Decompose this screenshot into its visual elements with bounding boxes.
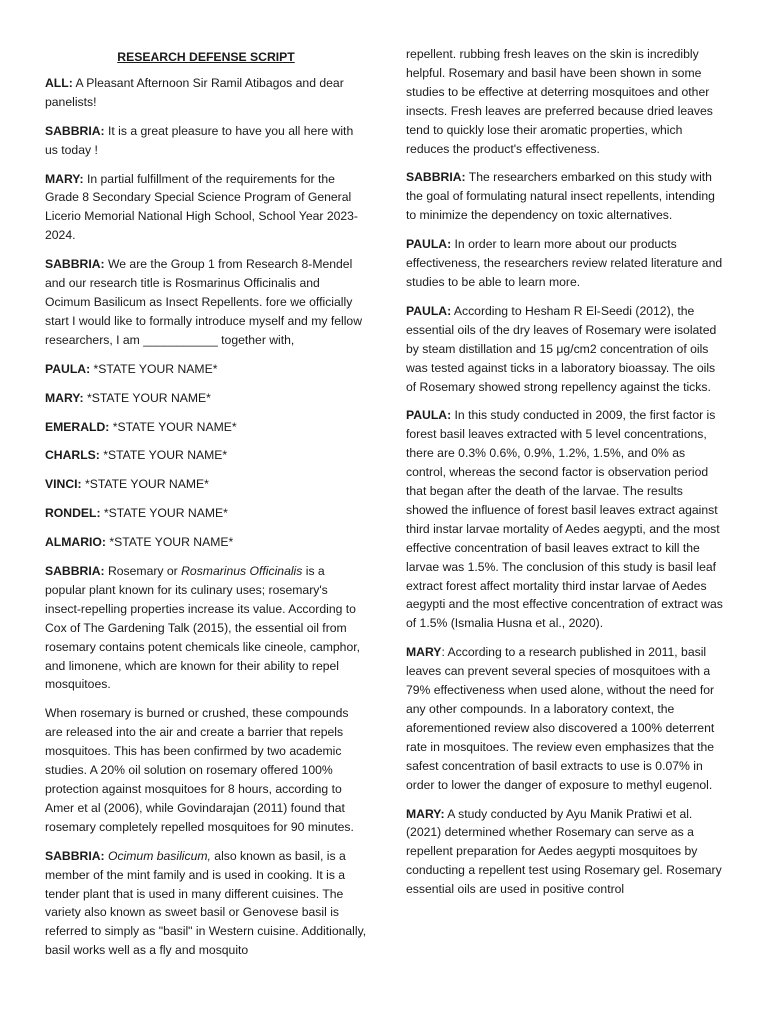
speaker-label: PAULA: [45,361,91,376]
paragraph-text: *STATE YOUR NAME* [100,506,228,521]
speaker-label: MARY: [45,171,84,186]
paragraph-prefix: Rosemary or [104,564,182,579]
speaker-label: ALMARIO: [45,535,106,550]
paragraph-text: repellent. rubbing fresh leaves on the skin is incredibly helpful. Rosemary and basil have been shown in some studies to be effective at deterring mosquitoes and other insects. Fresh leaves are preferred because dried leaves tend to quickly lose their aromatic properties, which reduces the product's effectiveness. [406,47,713,156]
paragraph-text: The researchers embarked on this study with the goal of formulating natural insect repellents, intending to minimize the dependency on toxic alternatives. [406,170,715,223]
paragraph [45,562,367,694]
speaker-label: VINCI: [45,477,82,492]
paragraph [406,406,724,633]
right-column [406,45,724,909]
paragraph [406,302,724,397]
speaker-label: SABBRIA: [45,564,105,579]
paragraph-text: *STATE YOUR NAME* [105,535,234,550]
paragraph [45,255,367,350]
paragraph [406,805,724,900]
speaker-label: SABBRIA: [45,257,105,272]
paragraph [406,643,724,794]
paragraph [45,533,367,552]
speaker-label: ALL: [45,75,73,90]
paragraph [406,45,724,158]
paragraph [45,418,367,437]
paragraph [45,360,367,379]
speaker-label: EMERALD: [45,419,110,434]
paragraph [45,170,367,246]
paragraph [406,235,724,292]
speaker-label: PAULA: [406,237,452,252]
paragraph-text: According to Hesham R El-Seedi (2012), the essential oils of the dry leaves of Rosemary were isolated by steam distillation and 15 μg/cm2 concentration of oils was tested against ticks in a laboratory bioassay. The oils of Rosemary showed strong repellency against the ticks. [406,303,717,394]
paragraph-text: It is a great pleasure to have you all here with us today ! [45,123,354,157]
paragraph-text: We are the Group 1 from Research 8-Mendel and our research title is Rosmarinus Officinalis and Ocimum Basilicum as Insect Repellents. fore we officially start I would like to formally introduce myself and my fellow researchers, I am ___________ together with, [45,257,362,347]
speaker-label: MARY: [45,390,84,405]
paragraph-text: *STATE YOUR NAME* [90,361,218,376]
paragraph-text: also known as basil, is a member of the mint family and is used in cooking. It is a tender plant that is used in many different cuisines. The variety also known as sweet basil or Genovese basil is referred to simply as "basil" in Western cuisine. Additionally, basil works well as a fly and mosquito [45,848,367,958]
paragraph [45,847,367,960]
paragraph-text: *STATE YOUR NAME* [81,477,209,492]
speaker-label: SABBRIA: [45,123,105,138]
paragraph-text: A Pleasant Afternoon Sir Ramil Atibagos and dear panelists! [45,75,344,109]
left-column [45,48,367,970]
paragraph [45,504,367,523]
paragraph-text: is a popular plant known for its culinary uses; rosemary's insect-repelling properties increase its value. According to Cox of The Gardening Talk (2015), the essential oil from rosemary contains potent chemicals like cineole, camphor, and limonene, which are known for their ability to repel mosquitoes. [45,564,360,692]
paragraph [45,704,367,836]
italic-term: Ocimum basilicum, [107,848,211,863]
speaker-label: RONDEL: [45,506,101,521]
speaker-label: MARY: [406,806,445,821]
paragraph [406,168,724,225]
speaker-label: PAULA: [406,408,452,423]
paragraph-text: In order to learn more about our products effectiveness, the researchers review related literature and studies to be able to learn more. [406,237,723,289]
paragraph-text: *STATE YOUR NAME* [99,448,228,463]
paragraph [45,389,367,408]
speaker-label: SABBRIA: [45,848,105,863]
paragraph-text: In partial fulfillment of the requirements for the Grade 8 Secondary Special Science Program of General Licerio Memorial National High School, School Year 2023-2024. [45,171,358,243]
paragraph-text: *STATE YOUR NAME* [109,419,237,434]
paragraph-text: When rosemary is burned or crushed, these compounds are released into the air and create a barrier that repels mosquitoes. This has been confirmed by two academic studies. A 20% oil solution on rosemary offered 100% protection against mosquitoes for 8 hours, according to Amer et al (2006), while Govindarajan (2011) found that rosemary completely repelled mosquitoes for 90 minutes. [45,706,354,834]
italic-term: Rosmarinus Officinalis [181,564,303,579]
paragraph-text: In this study conducted in 2009, the first factor is forest basil leaves extracted with 5 level concentrations, there are 0.3% 0.6%, 0.9%, 1.2%, 1.5%, and 0% as control, whereas the second factor is observation period that began after the death of the larvae. The results showed the influence of forest basil leaves extract against third instar larvae mortality of Aedes aegypti, and the most effective concentration of basil leaves extract to kill the larvae was 1.5%. The conclusion of this study is basil leaf extract forest affect mortality third instar larvae of Aedes aegypti and the most effective concentration of extract was of 1.5% (Ismalia Husna et al., 2020). [406,408,723,631]
paragraph [45,446,367,465]
speaker-label: SABBRIA: [406,170,466,185]
paragraph-text: *STATE YOUR NAME* [83,390,211,405]
speaker-label: MARY [406,645,442,660]
paragraph-text: : According to a research published in 2011, basil leaves can prevent several species of mosquitoes with a 79% effectiveness when used alone, without the need for any other compounds. In a laboratory context, the aforementioned review also discovered a 100% deterrent rate in mosquitoes. The review even emphasizes that the safest concentration of basil extracts to use is 0.07% in order to lower the danger of exposure to methyl eugenol. [406,645,715,792]
script-title: RESEARCH DEFENSE SCRIPT [117,50,295,64]
paragraph [45,122,367,160]
paragraph-text: A study conducted by Ayu Manik Pratiwi et al. (2021) determined whether Rosemary can serve as a repellent preparation for Aedes aegypti mosquitoes by conducting a repellent test using Rosemary gel. Rosemary essential oils are used in positive control [406,806,722,897]
speaker-label: CHARLS: [45,448,100,463]
speaker-label: PAULA: [406,303,452,318]
paragraph [45,475,367,494]
paragraph [45,74,367,112]
